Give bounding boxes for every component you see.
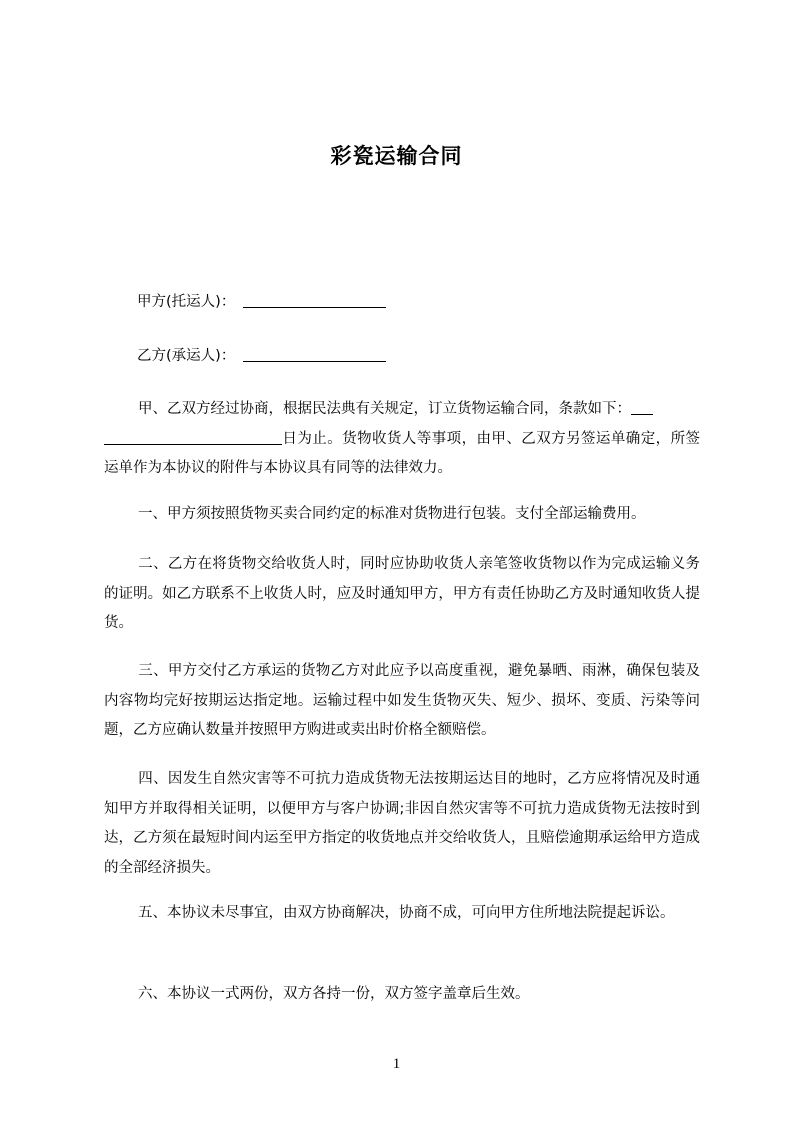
intro-paragraph bbox=[104, 395, 700, 484]
party-a-field bbox=[137, 290, 386, 311]
clause-1 bbox=[104, 500, 700, 530]
clause-4 bbox=[104, 765, 700, 883]
party-b-field bbox=[137, 344, 386, 365]
clause-4-text: 四、因发生自然灾害等不可抗力造成货物无法按期运达目的地时，乙方应将情况及时通知甲方并取得相关证明，以便甲方与客户协调;非因自然灾害等不可抗力造成货物无法按时到达，乙方须在最短时间内运至甲方指定的收货地点并交给收货人，且赔偿逾期承运给甲方造成的全部经济损失。 bbox=[104, 771, 700, 876]
clause-3-text: 三、甲方交付乙方承运的货物乙方对此应予以高度重视，避免暴晒、雨淋，确保包装及内容物均完好按期运达指定地。运输过程中如发生货物灭失、短少、损坏、变质、污染等问题，乙方应确认数量并按照甲方购进或卖出时价格全额赔偿。 bbox=[104, 663, 700, 738]
party-b-blank[interactable] bbox=[243, 347, 386, 362]
party-a-blank[interactable] bbox=[243, 293, 386, 308]
clause-5-text: 五、本协议未尽事宜，由双方协商解决，协商不成，可向甲方住所地法院提起诉讼。 bbox=[138, 905, 675, 921]
clause-6-text: 六、本协议一式两份，双方各持一份，双方签字盖章后生效。 bbox=[138, 986, 530, 1002]
clause-3 bbox=[104, 657, 700, 746]
party-b-label: 乙方(承运人)： bbox=[137, 348, 236, 364]
party-a-label: 甲方(托运人)： bbox=[137, 294, 236, 310]
term-blank-2[interactable] bbox=[104, 430, 282, 445]
clause-2 bbox=[104, 550, 700, 639]
document-title: 彩瓷运输合同 bbox=[330, 144, 463, 168]
clause-1-text: 一、甲方须按照货物买卖合同约定的标准对货物进行包装。支付全部运输费用。 bbox=[138, 506, 646, 522]
clause-5 bbox=[104, 899, 700, 929]
clause-6 bbox=[104, 980, 700, 1010]
intro-text-a: 甲、乙双方经过协商，根据民法典有关规定，订立货物运输合同，条款如下： bbox=[138, 401, 631, 417]
term-blank-1[interactable] bbox=[631, 400, 653, 415]
page-number: 1 bbox=[392, 1056, 401, 1072]
clause-2-text: 二、乙方在将货物交给收货人时，同时应协助收货人亲笔签收货物以作为完成运输义务的证明。如乙方联系不上收货人时，应及时通知甲方，甲方有责任协助乙方及时通知收货人提货。 bbox=[104, 556, 700, 631]
intro-text-b: 日为止。货物收货人等事项，由甲、乙双方另签运单确定，所签运单作为本协议的附件与本协议具有同等的法律效力。 bbox=[104, 430, 700, 476]
